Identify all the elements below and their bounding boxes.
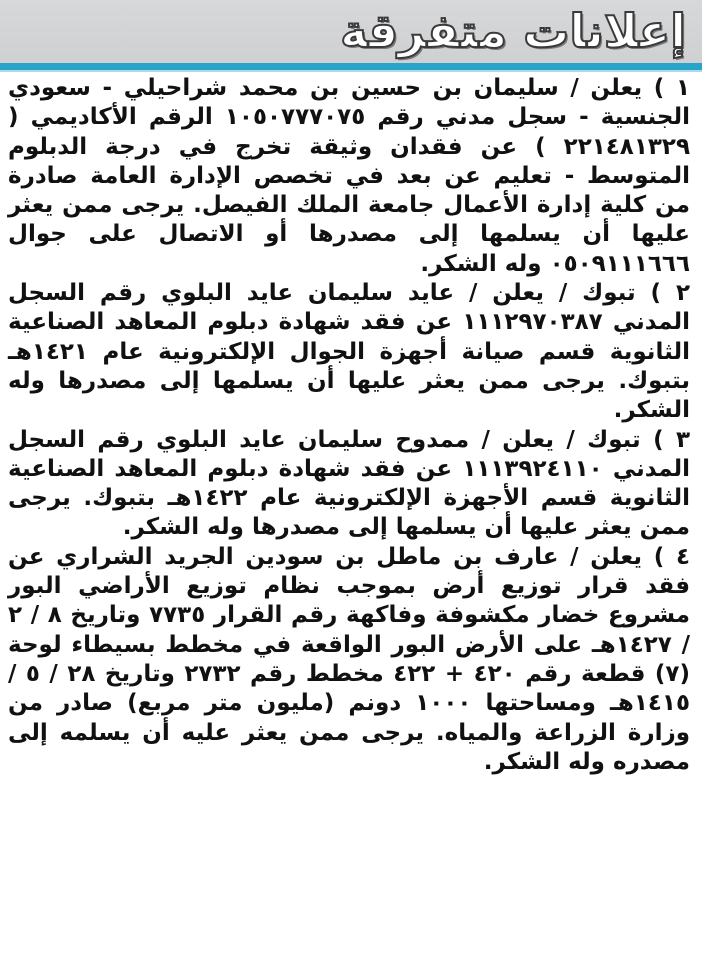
ad-number: ١ ) — [653, 75, 690, 101]
ad-text: تبوك / يعلن / عايد سليمان عايد البلوي رقم السجل المدني ١١١٢٩٧٠٣٨٧ عن فقد شهادة دبلوم المعاهد الصناعية الثانوية قسم صيانة أجهزة الجوال الإلكترونية عام ١٤٢١هـ بتبوك. يرجى ممن يعثر عليها أن يسلمها إلى مصدرها وله الشكر. — [8, 280, 691, 424]
classified-ad-4 — [8, 543, 690, 777]
ad-number: ٣ ) — [653, 426, 690, 453]
classified-ads-list — [8, 74, 690, 777]
ad-number: ٢ ) — [650, 280, 690, 307]
classified-ad-3 — [8, 426, 690, 543]
header-accent-bar — [0, 63, 702, 70]
ad-text: يعلن / سليمان بن حسين بن محمد شراحيلي - سعودي الجنسية - سجل مدني رقم ١٠٥٠٧٧٧٠٧٥ الرقم الأكاديمي ( ٢٢١٤٨١٣٢٩ ) عن فقدان وثيقة تخرج في درجة الدبلوم المتوسط - تعليم عن بعد في تخصص الإدارة العامة صادرة من كلية إدارة الأعمال جامعة الملك الفيصل. يرجى ممن يعثر عليها أن يسلمها إلى مصدرها أو الاتصال على جوال ٠٥٠٩١١١٦٦٦ وله الشكر. — [8, 75, 690, 277]
header-divider — [0, 70, 702, 72]
ad-number: ٤ ) — [653, 543, 690, 570]
ad-text: تبوك / يعلن / ممدوح سليمان عايد البلوي رقم السجل المدني ١١١٣٩٢٤١١٠ عن فقد شهادة دبلوم المعاهد الصناعية الثانوية قسم الأجهزة الإلكترونية عام ١٤٢٢هـ بتبوك. يرجى ممن يعثر عليها أن يسلمها إلى مصدرها وله الشكر. — [8, 426, 691, 541]
classified-ad-2 — [8, 279, 690, 425]
section-header — [0, 0, 702, 63]
classified-ad-1 — [8, 74, 690, 279]
ad-text: يعلن / عارف بن ماطل بن سودين الجريد الشراري عن فقد قرار توزيع أرض بموجب نظام توزيع الأراضي البور مشروع خضار مكشوفة وفاكهة رقم القرار ٧٧٣٥ وتاريخ ٨ / ٢ / ١٤٢٧هـ على الأرض البور الواقعة في مخطط بسيطاء لوحة (٧) قطعة رقم ٤٢٠ + ٤٢٢ مخطط رقم ٢٧٣٢ وتاريخ ٢٨ / ٥ / ١٤١٥هـ ومساحتها ١٠٠٠ دونم (مليون متر مربع) صادر من وزارة الزراعة والمياه. يرجى ممن يعثر عليه أن يسلمه إلى مصدره وله الشكر. — [8, 543, 690, 775]
section-title: إعلانات متفرقة — [340, 4, 686, 58]
